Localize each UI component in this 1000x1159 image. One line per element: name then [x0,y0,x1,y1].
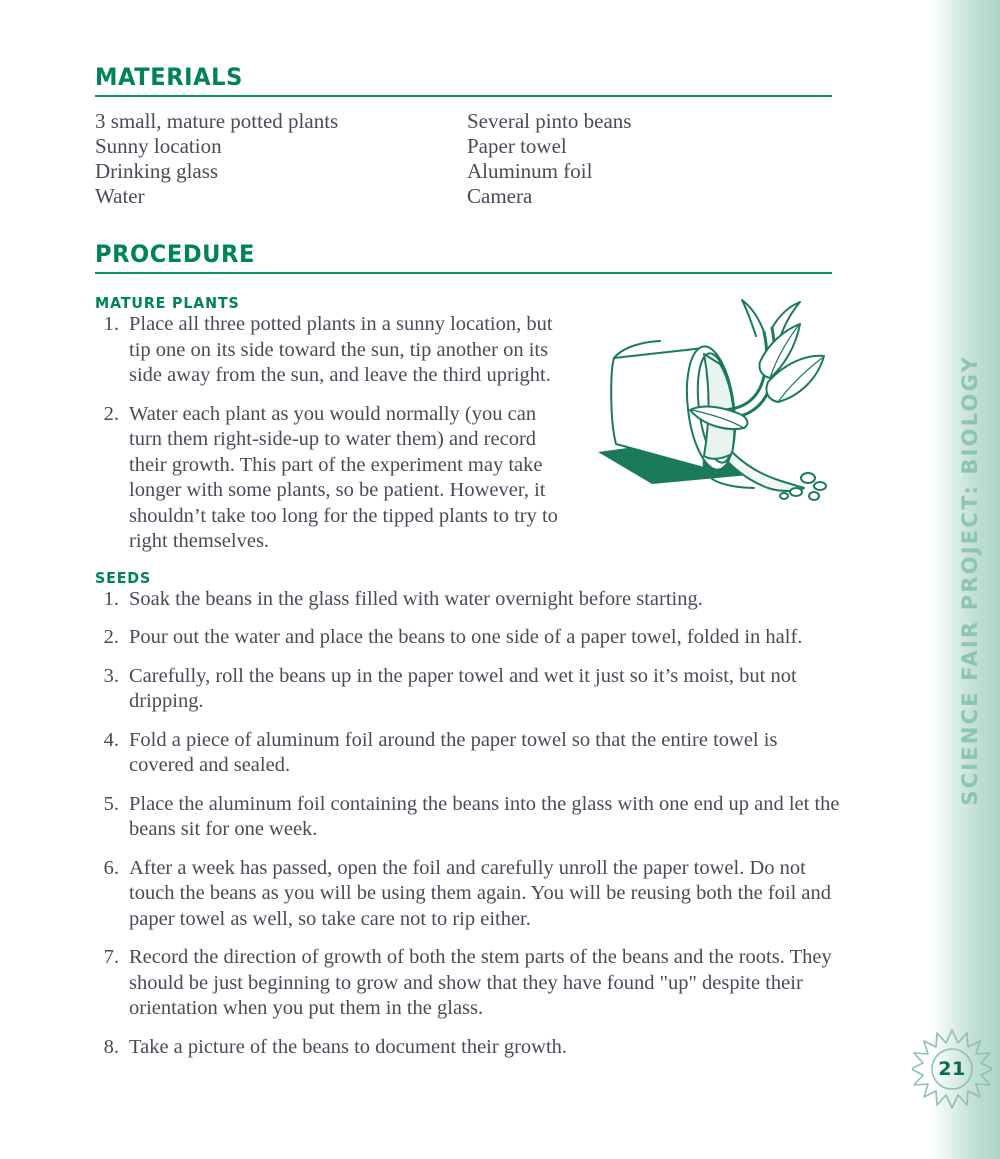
list-item-text: Carefully, roll the beans up in the paper towel and wet it just so it’s moist, but not dripping. [129,664,797,712]
list-item-number: 1. [103,313,119,335]
material-item: Several pinto beans [467,109,632,133]
list-item-number: 5. [103,792,119,815]
material-item: Paper towel [467,134,567,158]
side-running-title-text: SCIENCE FAIR PROJECT: BIOLOGY [958,354,982,806]
list-item [95,856,840,933]
list-item-number: 1. [103,587,119,610]
list-item [95,728,840,779]
materials-heading: MATERIALS [95,63,243,91]
list-item-text: Fold a piece of aluminum foil around the paper towel so that the entire towel is covered and sealed. [129,728,778,776]
material-item: Drinking glass [95,159,219,183]
materials-list [95,109,855,209]
page-content [95,0,855,1073]
list-item [95,792,840,843]
list-item [95,312,565,389]
list-item-number: 3. [103,664,119,687]
page-number: 21 [938,1058,966,1080]
list-item [95,945,840,1022]
list-item-text: Place all three potted plants in a sunny location, but tip one on its side toward the sun, tip another on its side away from the sun, and leave the third upright. [129,313,553,386]
list-item [95,625,840,651]
list-item-text: Take a picture of the beans to document their growth. [129,1035,568,1058]
material-item: Aluminum foil [467,159,593,183]
materials-rule [95,95,832,97]
list-item-number: 2. [103,402,119,425]
procedure-heading: PROCEDURE [95,240,255,268]
list-item-number: 4. [103,728,119,751]
material-item: Camera [467,184,533,208]
list-item [95,664,840,715]
material-item: 3 small, mature potted plants [95,109,339,133]
list-item-text: After a week has passed, open the foil and carefully unroll the paper towel. Do not touch the beans as you will be using them again. You will be reusing both the foil and paper towel as well, so take care not to rip either. [129,856,832,930]
tipped-flower-pot-illustration [592,292,840,512]
list-item-text: Pour out the water and place the beans to one side of a paper towel, folded in half. [129,626,803,648]
material-item: Water [95,184,145,208]
materials-right-column [467,109,839,209]
tipped-flower-pot-icon [592,292,840,512]
page-number-badge [912,1026,992,1112]
list-item-number: 6. [103,856,119,879]
list-item-number: 8. [103,1035,119,1058]
list-item-number: 7. [103,946,119,968]
seeds-heading: SEEDS [95,568,152,587]
side-running-title [950,340,990,820]
list-item-text: Water each plant as you would normally (you can turn them right-side-up to water them) and record their growth. This part of the experiment may take longer with some plants, so be patient. However, it shouldn’t take too long for the tipped plants to try to right themselves. [129,402,558,552]
procedure-rule [95,272,832,274]
mature-plants-heading: MATURE PLANTS [95,294,240,312]
material-item: Sunny location [95,134,222,158]
list-item-number: 2. [103,626,119,648]
seeds-steps [95,587,840,1061]
materials-left-column [95,109,467,209]
mature-plants-steps [95,312,565,555]
list-item [95,587,840,613]
list-item-text: Record the direction of growth of both the stem parts of the beans and the roots. They should be just beginning to grow and show that they have found "up" despite their orientation when you put them in the glass. [129,946,832,1019]
list-item-text: Place the aluminum foil containing the beans into the glass with one end up and let the beans sit for one week. [129,792,840,840]
list-item [95,1035,840,1061]
list-item-text: Soak the beans in the glass filled with water overnight before starting. [129,587,703,610]
list-item [95,402,565,555]
